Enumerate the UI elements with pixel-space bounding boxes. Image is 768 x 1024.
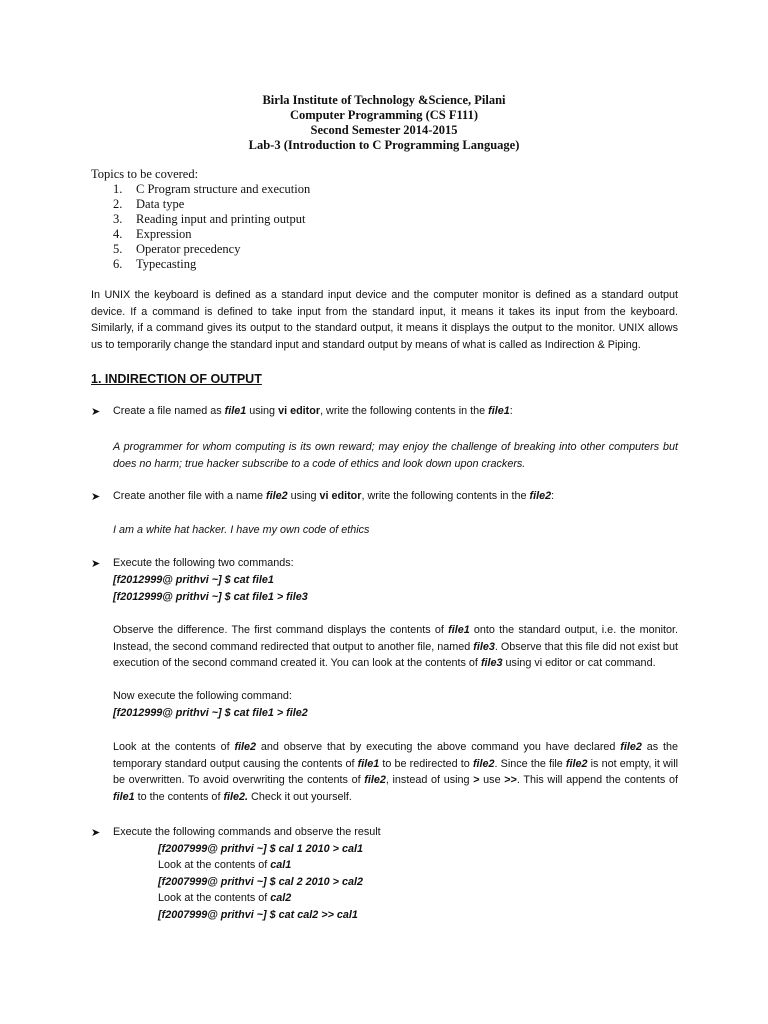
text-run: to the contents of [134, 790, 224, 803]
filename: file2 [234, 741, 257, 753]
filename: file2 [364, 774, 386, 787]
filename: file3 [473, 640, 495, 653]
text-run: to be redirected to [379, 757, 473, 770]
filename: file2 [529, 490, 552, 502]
text-run: using [287, 490, 320, 502]
operator: > [473, 774, 480, 787]
list-number: 1. [113, 182, 123, 196]
course-name: Computer Programming (CS F111) [289, 108, 479, 122]
topics-title: Topics to be covered: [91, 167, 199, 181]
list-item [91, 242, 310, 257]
command-line: [f2007999@ prithvi ~] $ cal 2 2010 > cal2 [158, 876, 363, 888]
text-run: Check it out yourself. [248, 790, 352, 803]
list-text: C Program structure and execution [136, 182, 311, 196]
document-header [0, 93, 768, 153]
text-run: Observe the difference. The first command displays the contents of [113, 624, 449, 636]
filename: file3 [480, 657, 503, 670]
look-contents-line [158, 890, 291, 907]
list-number: 4. [113, 227, 123, 241]
now-execute-text: Now execute the following command: [113, 690, 292, 702]
list-text: Operator precedency [136, 242, 241, 256]
text-run: , write the following contents in the [361, 490, 530, 502]
text-run: . Since the file [494, 757, 566, 770]
command-line: [f2012999@ prithvi ~] $ cat file1 [113, 574, 274, 586]
text-run: , write the following contents in the [320, 405, 489, 417]
filename: file2 [266, 490, 288, 502]
list-number: 6. [113, 257, 123, 271]
command-line: [f2007999@ prithvi ~] $ cal 1 2010 > cal1 [158, 843, 363, 855]
topics-section [91, 167, 310, 272]
filename: file1 [448, 624, 470, 636]
list-item [91, 212, 310, 227]
list-item [91, 257, 310, 272]
lab-title: Lab-3 (Introduction to C Programming Language) [248, 138, 520, 152]
text-run: Create a file named as [113, 405, 225, 417]
text-run: : [509, 405, 513, 417]
list-number: 2. [113, 197, 123, 211]
look-paragraph [113, 739, 678, 805]
semester: Second Semester 2014-2015 [310, 123, 458, 137]
topics-list [91, 182, 310, 272]
arrow-bullet-icon: ➤ [91, 406, 101, 418]
institute-name: Birla Institute of Technology &Science, Pilani [262, 93, 506, 107]
list-text: Typecasting [136, 257, 197, 271]
operator: >> [504, 774, 517, 787]
file2-content-quote: I am a white hat hacker. I have my own code of ethics [113, 524, 370, 536]
text-run: as the temporary standard output causing the contents of [113, 741, 678, 770]
command-line: [f2012999@ prithvi ~] $ cat file1 > file2 [113, 707, 308, 719]
bullet-1-text [113, 403, 678, 420]
text-run: Look at the contents of [113, 741, 235, 753]
filename: file1 [357, 757, 380, 770]
list-item [91, 197, 310, 212]
filename: file1 [113, 790, 135, 803]
text-run: and observe that by executing the above command you have declared [256, 741, 621, 753]
text-run: . This will append the contents of [516, 774, 678, 787]
list-text: Data type [136, 197, 185, 211]
bullet-3-intro: Execute the following two commands: [113, 557, 294, 569]
command-line: [f2007999@ prithvi ~] $ cat cal2 >> cal1 [158, 909, 358, 921]
arrow-bullet-icon: ➤ [91, 827, 101, 839]
text-run: . Observe that this file did not exist but execution of the second command created it. You can look at the contents of [113, 640, 678, 670]
filename: cal2 [270, 892, 292, 904]
file1-content-quote: A programmer for whom computing is its own reward; may enjoy the challenge of breaking into other computers but does no harm; true hacker subscribe to a code of ethics and look down upon crackers. [113, 441, 678, 470]
look-contents-line [158, 857, 291, 874]
filename: file2 [472, 757, 495, 770]
arrow-bullet-icon: ➤ [91, 491, 101, 503]
text-run: using [246, 405, 279, 417]
arrow-bullet-icon: ➤ [91, 558, 101, 570]
editor-name: vi editor [319, 490, 362, 502]
editor-name: vi editor [278, 405, 321, 417]
list-item [91, 182, 310, 197]
text-run: , instead of using [385, 774, 474, 787]
filename: file1 [224, 405, 247, 417]
text-run: using vi editor or cat command. [502, 657, 656, 670]
filename: cal1 [270, 859, 292, 871]
text-run: Look at the contents of [158, 892, 271, 904]
section-heading: 1. INDIRECTION OF OUTPUT [91, 372, 262, 386]
text-run: Look at the contents of [158, 859, 271, 871]
list-number: 5. [113, 242, 123, 256]
list-item [91, 227, 310, 242]
filename: file2. [223, 790, 249, 803]
command-line: [f2012999@ prithvi ~] $ cat file1 > file3 [113, 591, 308, 603]
text-run: onto the standard output, i.e. the monitor. Instead, the second command redirected that output to another file, named [113, 624, 679, 653]
bullet-4-intro: Execute the following commands and observe the result [113, 826, 381, 838]
filename: file1 [488, 405, 510, 417]
text-run: : [551, 490, 555, 502]
observe-paragraph [113, 622, 678, 672]
text-run: Create another file with a name [113, 490, 267, 502]
list-text: Reading input and printing output [136, 212, 306, 226]
filename: file2 [620, 741, 642, 753]
text-run: is not empty, it will be overwritten. To avoid overwriting the contents of [113, 757, 678, 787]
filename: file2 [565, 757, 588, 770]
list-number: 3. [113, 212, 123, 226]
intro-paragraph: In UNIX the keyboard is defined as a standard input device and the computer monitor is defined as a standard output device. If a command is defined to take input from the standard input, it means it takes its input from the keyboard. Similarly, if a command gives its output to the standard output, it means it displays the output to the monitor. UNIX allows us to temporarily change the standard input and standard output by means of what is called as Indirection & Piping. [91, 289, 678, 351]
text-run: use [479, 774, 505, 787]
bullet-2-text [113, 488, 678, 505]
list-text: Expression [136, 227, 192, 241]
